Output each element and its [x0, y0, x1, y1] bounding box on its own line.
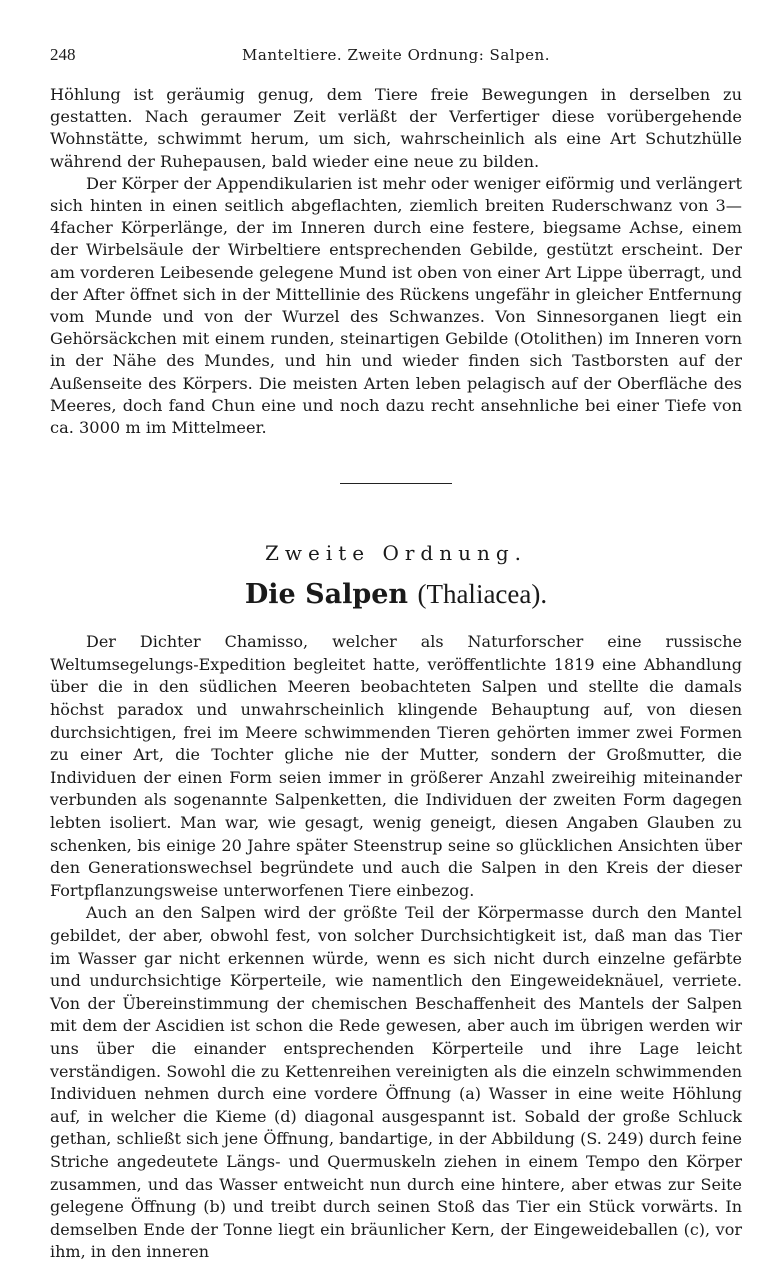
paragraph: Höhlung ist geräumig genug, dem Tiere freie Bewegungen in derselben zu gestatten. Nach geraumer Zeit verläßt der Verfertiger diese vorübergehende Wohnstätte, schwimmt herum, um sich, wahrscheinlich als eine Art Schutzhülle während der Ruhepausen, bald wieder eine neue zu bilden. [50, 85, 742, 171]
book-page [50, 42, 742, 1264]
section-title [50, 576, 742, 612]
section-divider [340, 483, 452, 484]
section-body [50, 631, 742, 1264]
intro-text [50, 84, 742, 439]
section-title-latin: (Thaliacea). [417, 579, 548, 610]
running-head [50, 42, 742, 68]
section-title-gothic: Die Salpen [244, 579, 409, 611]
running-head-title: Manteltiere. Zweite Ordnung: Salpen. [242, 46, 550, 64]
order-heading: Zweite Ordnung. [264, 541, 528, 566]
paragraph: Der Körper der Appendikularien ist mehr oder weniger eiförmig und verlängert sich hinten in einen seitlich abgeflachten, ziemlich breiten Ruderschwanz von 3—4facher Körperlänge, der im Inneren durch eine festere, biegsame Achse, einem der Wirbelsäule der Wirbeltiere entsprechenden Gebilde, gestützt erscheint. Der am vorderen Leibesende gelegene Mund ist oben von einer Art Lippe überragt, und der After öffnet sich in der Mittellinie des Rückens ungefähr in gleicher Entfernung vom Munde und von der Wurzel des Schwanzes. Von Sinnesorganen liegt ein Gehörsäckchen mit einem runden, steinartigen Gebilde (Otolithen) im Inneren vorn in der Nähe des Mundes, und hin und wieder finden sich Tastborsten auf der Außenseite des Körpers. Die meisten Arten leben pelagisch auf der Oberfläche des Meeres, doch fand Chun eine und noch dazu recht ansehnliche bei einer Tiefe von ca. 3000 m im Mittelmeer. [50, 173, 742, 438]
paragraph: Auch an den Salpen wird der größte Teil der Körpermasse durch den Mantel gebildet, der aber, obwohl fest, von solcher Durchsichtigkeit ist, daß man das Tier im Wasser gar nicht erkennen würde, wenn es sich nicht durch einzelne gefärbte und undurchsichtige Körperteile, wie namentlich den Eingeweideknäuel, verriete. Von der Übereinstimmung der chemischen Beschaffenheit des Mantels der Salpen mit dem der Ascidien ist schon die Rede gewesen, aber auch im übrigen werden wir uns über die einander entsprechenden Körperteile und ihre Lage leicht verständigen. Sowohl die zu Kettenreihen vereinigten als die einzeln schwimmenden Individuen nehmen durch eine vordere Öffnung (a) Wasser in eine weite Höhlung auf, in welcher die Kieme (d) diagonal ausgespannt ist. Sobald der große Schluck gethan, schließt sich jene Öffnung, bandartige, in der Abbildung (S. 249) durch feine Striche angedeutete Längs- und Quermuskeln ziehen in einem Tempo den Körper zusammen, und das Wasser entweicht nun durch eine hintere, aber etwas zur Seite gelegene Öffnung (b) und treibt durch seinen Stoß das Tier ein Stück vorwärts. In demselben Ende der Tonne liegt ein bräunlicher Kern, der Eingeweideballen (c), vor ihm, in den inneren [50, 903, 742, 1262]
paragraph: Der Dichter Chamisso, welcher als Naturforscher eine russische Weltumsegelungs-Expedition begleitet hatte, veröffentlichte 1819 eine Abhandlung über die in den südlichen Meeren beobachteten Salpen und stellte die damals höchst paradox und unwahrscheinlich klingende Behauptung auf, von diesen durchsichtigen, frei im Meere schwimmenden Tieren gehörten immer zwei Formen zu einer Art, die Tochter gliche nie der Mutter, sondern der Großmutter, die Individuen der einen Form seien immer in größerer Anzahl zweireihig miteinander verbunden als sogenannte Salpenketten, die Individuen der zweiten Form dagegen lebten isoliert. Man war, wie gesagt, wenig geneigt, diesen Angaben Glauben zu schenken, bis einige 20 Jahre später Steenstrup seine so glücklichen Ansichten über den Generationswechsel begründete und auch die Salpen in den Kreis der dieser Fortpflanzungsweise unterworfenen Tiere einbezog. [50, 632, 742, 900]
page-number: 248 [50, 45, 76, 64]
